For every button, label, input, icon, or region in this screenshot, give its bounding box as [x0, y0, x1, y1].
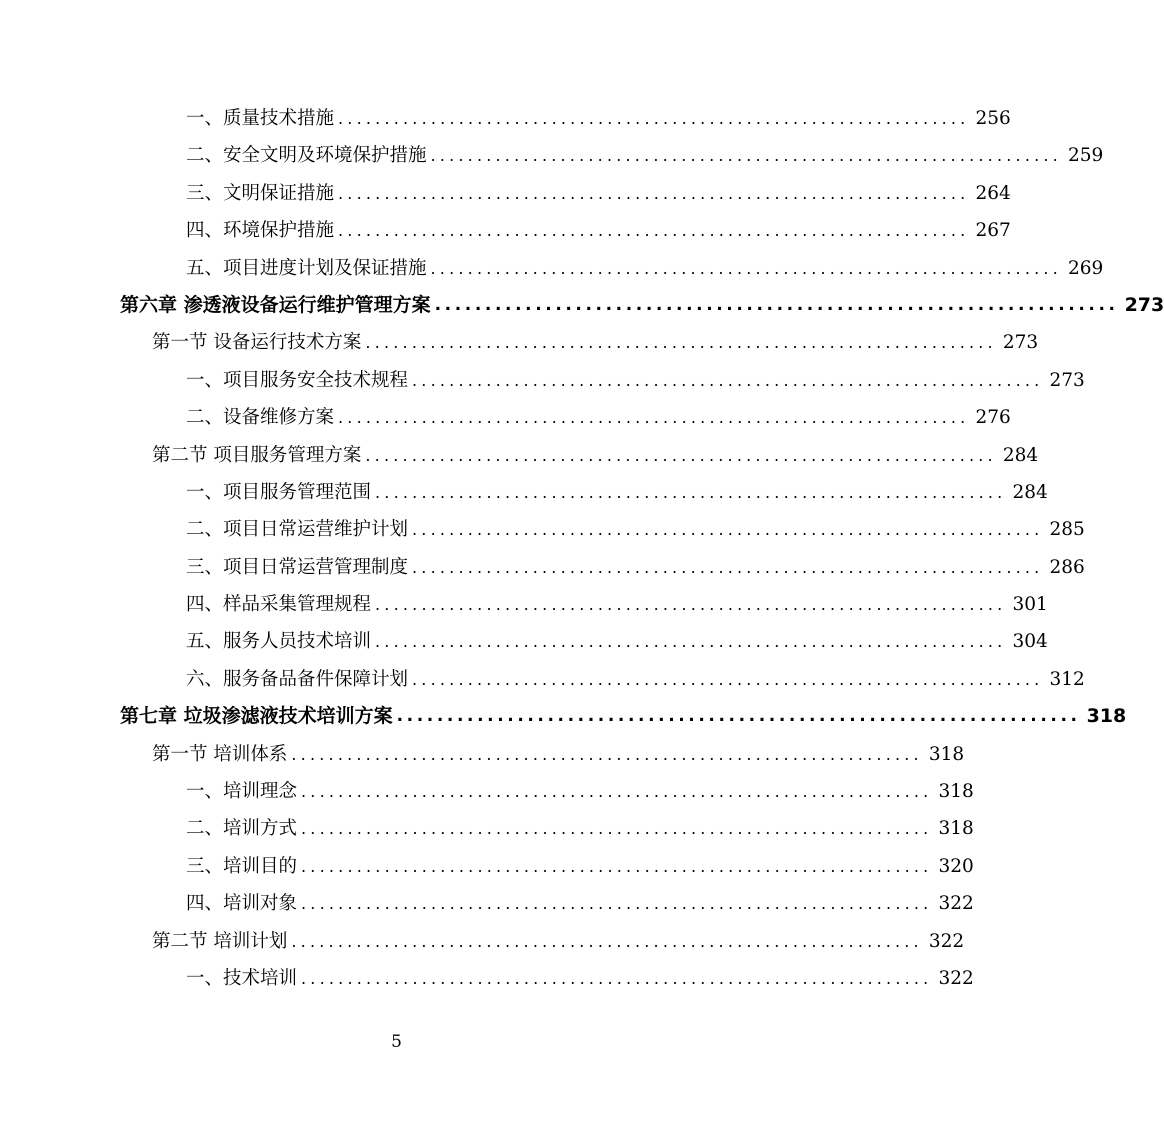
toc-section-entry[interactable]: [0, 736, 965, 773]
toc-entry-page: 318: [928, 743, 965, 765]
toc-dot-leader: ....................................................................: [301, 856, 933, 876]
toc-chapter-entry[interactable]: [0, 698, 1127, 735]
toc-entry[interactable]: [0, 960, 974, 997]
toc-dot-leader: ....................................................................: [291, 931, 923, 951]
toc-section-entry[interactable]: [0, 324, 1039, 361]
toc-dot-leader: ....................................................................: [412, 520, 1044, 540]
toc-entry-page: 273: [1002, 332, 1039, 354]
toc-dot-leader: ....................................................................: [375, 595, 1007, 615]
toc-entry-title: 第一节 培训体系: [152, 743, 288, 765]
toc-entry[interactable]: [0, 250, 1104, 287]
toc-dot-leader: ....................................................................: [434, 294, 1119, 315]
toc-entry-title: 第七章 垃圾渗滤液技术培训方案: [120, 705, 393, 728]
toc-dot-leader: ....................................................................: [338, 221, 970, 241]
toc-entry[interactable]: [0, 100, 1011, 137]
toc-entry-title: 五、服务人员技术培训: [186, 631, 372, 653]
page-number: 5: [391, 1032, 402, 1052]
toc-entry[interactable]: [0, 474, 1048, 511]
toc-entry-title: 六、服务备品备件保障计划: [186, 668, 409, 690]
toc-entry-title: 一、培训理念: [186, 781, 298, 803]
toc-entry-page: 285: [1049, 519, 1085, 541]
toc-entry-page: 318: [938, 781, 974, 803]
toc-entry-title: 一、项目服务管理范围: [186, 481, 372, 503]
toc-entry-page: 264: [975, 182, 1011, 204]
toc-entry-title: 四、培训对象: [186, 893, 298, 915]
toc-entry-title: 四、环境保护措施: [186, 220, 335, 242]
toc-entry-title: 五、项目进度计划及保证措施: [186, 257, 427, 279]
toc-dot-leader: ....................................................................: [430, 146, 1062, 166]
toc-dot-leader: ....................................................................: [412, 669, 1044, 689]
toc-entry-page: 322: [938, 967, 974, 989]
toc-entry-page: 286: [1049, 556, 1085, 578]
toc-entry-page: 318: [938, 818, 974, 840]
toc-entry[interactable]: [0, 885, 974, 922]
toc-entry-page: 256: [975, 108, 1011, 129]
toc-entry-page: 273: [1049, 369, 1085, 391]
toc-entry-title: 三、文明保证措施: [186, 182, 335, 204]
toc-entry-page: 284: [1012, 481, 1048, 503]
toc-entry-title: 三、项目日常运营管理制度: [186, 556, 409, 578]
toc-entry-title: 四、样品采集管理规程: [186, 594, 372, 616]
toc-entry-page: 318: [1086, 705, 1127, 728]
toc-entry-title: 第六章 渗透液设备运行维护管理方案: [120, 293, 431, 316]
toc-dot-leader: ....................................................................: [338, 109, 970, 128]
toc-entry-page: 284: [1002, 444, 1039, 466]
toc-dot-leader: ....................................................................: [412, 370, 1044, 390]
toc-dot-leader: ....................................................................: [301, 782, 933, 802]
toc-entry[interactable]: [0, 549, 1085, 586]
toc-dot-leader: ....................................................................: [365, 333, 997, 353]
toc-dot-leader: ....................................................................: [291, 744, 923, 764]
toc-dot-leader: ....................................................................: [365, 445, 997, 465]
toc-dot-leader: ....................................................................: [301, 819, 933, 839]
toc-entry-title: 一、项目服务安全技术规程: [186, 369, 409, 391]
toc-entry[interactable]: [0, 810, 974, 847]
toc-entry[interactable]: [0, 661, 1085, 698]
toc-entry[interactable]: [0, 848, 974, 885]
toc-entry-title: 一、质量技术措施: [186, 108, 335, 129]
toc-entry-title: 二、培训方式: [186, 818, 298, 840]
toc-dot-leader: ....................................................................: [430, 258, 1062, 278]
toc-entry-page: 304: [1012, 631, 1048, 653]
toc-entry-page: 322: [928, 930, 965, 952]
toc-dot-leader: ....................................................................: [375, 632, 1007, 652]
toc-entry-title: 第二节 培训计划: [152, 930, 288, 952]
toc-dot-leader: ....................................................................: [375, 482, 1007, 502]
toc-entry[interactable]: [0, 773, 974, 810]
toc-dot-leader: ....................................................................: [412, 557, 1044, 577]
toc-entry-title: 三、培训目的: [186, 855, 298, 877]
toc-entry-title: 第一节 设备运行技术方案: [152, 332, 362, 354]
toc-dot-leader: ....................................................................: [396, 706, 1081, 727]
toc-entry[interactable]: [0, 586, 1048, 623]
toc-entry-page: 276: [975, 407, 1011, 429]
toc-dot-leader: ....................................................................: [338, 408, 970, 428]
toc-entry[interactable]: [0, 623, 1048, 660]
toc-entry[interactable]: [0, 137, 1104, 174]
toc-entry-title: 第二节 项目服务管理方案: [152, 444, 362, 466]
toc-entry-title: 二、项目日常运营维护计划: [186, 519, 409, 541]
toc-section-entry[interactable]: [0, 437, 1039, 474]
toc-dot-leader: ....................................................................: [301, 894, 933, 914]
toc-entry-page: 273: [1124, 293, 1164, 316]
toc-entry[interactable]: [0, 511, 1085, 548]
toc-entry-title: 二、设备维修方案: [186, 407, 335, 429]
toc-entry-page: 267: [975, 220, 1011, 242]
toc-entry-page: 320: [938, 855, 974, 877]
toc-entry-page: 312: [1049, 668, 1085, 690]
toc-chapter-entry[interactable]: [0, 287, 1164, 324]
toc-entry[interactable]: [0, 212, 1011, 249]
toc-dot-leader: ....................................................................: [338, 183, 970, 203]
toc-entry-page: 322: [938, 893, 974, 915]
toc-section-entry[interactable]: [0, 923, 965, 960]
toc-entry[interactable]: [0, 362, 1085, 399]
toc-entry[interactable]: [0, 175, 1011, 212]
toc-entry-page: 301: [1012, 594, 1048, 616]
toc-dot-leader: ....................................................................: [301, 968, 933, 988]
table-of-contents: [0, 100, 1164, 997]
toc-entry-title: 二、安全文明及环境保护措施: [186, 145, 427, 167]
toc-entry-title: 一、技术培训: [186, 967, 298, 989]
toc-entry-page: 259: [1067, 145, 1104, 167]
toc-entry[interactable]: [0, 399, 1011, 436]
toc-entry-page: 269: [1067, 257, 1104, 279]
